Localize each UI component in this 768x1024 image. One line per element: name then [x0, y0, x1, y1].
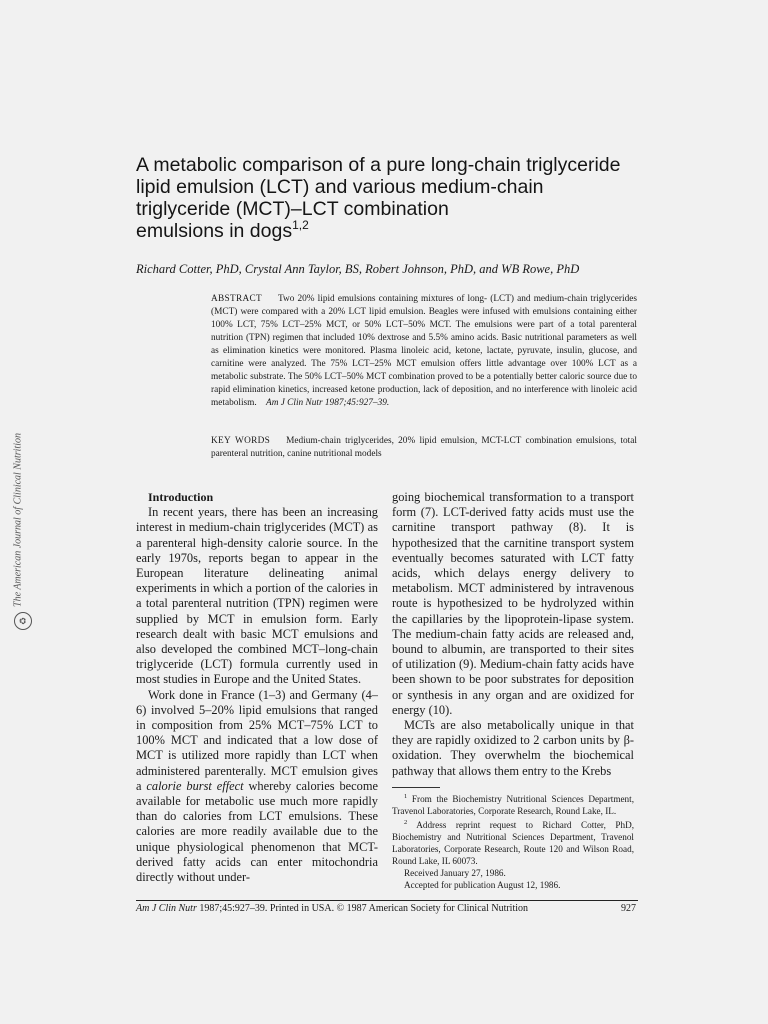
footnote-1-text: From the Biochemistry Nutritional Sciences Department, Travenol Laboratories, Corporate Research, Round Lake, IL.	[392, 793, 635, 816]
keywords	[211, 435, 637, 461]
abstract-label: ABSTRACT	[211, 294, 262, 304]
footnote-divider	[392, 787, 440, 788]
footer-journal: Am J Clin Nutr	[136, 903, 197, 914]
page-number: 927	[621, 903, 636, 914]
footer-divider	[136, 900, 638, 901]
footer-citation	[136, 903, 528, 914]
recycle-logo-icon: ♻	[14, 612, 32, 630]
keywords-label: KEY WORDS	[211, 436, 271, 446]
author-list: Richard Cotter, PhD, Crystal Ann Taylor, BS, Robert Johnson, PhD, and WB Rowe, PhD	[136, 262, 580, 276]
footnote-1	[392, 791, 634, 817]
paragraph-2	[136, 688, 378, 886]
footnote-2	[392, 817, 634, 867]
sidebar-journal-name: The American Journal of Clinical Nutrition	[12, 433, 24, 607]
footnote-2-text: Address reprint request to Richard Cotter, PhD, Biochemistry and Nutritional Sciences Department, Travenol Laboratories, Corporate Research, Route 120 and Wilson Road, Round Lake, IL 60073.	[392, 819, 635, 866]
received-date: Received January 27, 1986.	[404, 867, 506, 878]
paragraph-2-end: whereby calories become available for metabolic use much more rapidly than do calories from LCT emulsions. These calories are more readily available due to the unique physiological phenomenon that MCT-derived fatty acids can enter mitochondria directly without under-	[136, 778, 378, 885]
page-footer	[136, 903, 636, 914]
article-title	[136, 154, 656, 242]
footnote-2-mark: 2	[404, 818, 408, 826]
title-footnote-marks: 1,2	[292, 218, 309, 232]
paragraph-4: MCTs are also metabolically unique in that they are rapidly oxidized to 2 carbon units by β-oxidation. They overwhelm the biochemical pathway that allows them entry to the Krebs	[392, 718, 634, 778]
title-line-1: A metabolic comparison of a pure long-chain triglyceride	[136, 154, 621, 176]
keywords-text: Medium-chain triglycerides, 20% lipid emulsion, MCT-LCT combination emulsions, total parenteral nutrition, canine nutritional models	[211, 436, 637, 459]
introduction-heading: Introduction	[148, 490, 214, 504]
title-line-4: emulsions in dogs	[136, 220, 293, 242]
journal-sidebar	[8, 400, 28, 640]
abstract-citation: Am J Clin Nutr 1987;45:927–39.	[266, 398, 390, 408]
calorie-burst-term: calorie burst effect	[146, 778, 244, 793]
paragraph-3: going biochemical transformation to a transport form (7). LCT-derived fatty acids must use the carnitine transport pathway (8). It is hypothesized that the carnitine transport system eventually becomes saturated with LCT fatty acids, which delays energy delivery to metabolism. MCT administered by intravenous route is hypothesized to be hydrolyzed within the capillaries by the lipoprotein-lipase system. The medium-chain fatty acids are released and, bound to albumin, are transported to their sites of utilization (9). Medium-chain fatty acids have been shown to be poor substrates for deposition or synthesis in any organ and are oxidized for energy (10).	[392, 490, 634, 717]
accepted-date: Accepted for publication August 12, 1986.	[404, 879, 561, 890]
title-line-3: triglyceride (MCT)–LCT combination	[136, 198, 449, 220]
abstract	[211, 293, 637, 410]
paragraph-2-start: Work done in France (1–3) and Germany (4–6) involved 5–20% lipid emulsions that ranged in composition from 25% MCT–75% LCT to 100% MCT and indicated that a low dose of MCT is utilized more rapidly than LCT when administered parenterally. MCT emulsion gives a	[136, 687, 378, 793]
footer-citation-text: 1987;45:927–39. Printed in USA. © 1987 American Society for Clinical Nutrition	[199, 903, 529, 914]
left-column	[136, 490, 378, 885]
paragraph-1: In recent years, there has been an increasing interest in medium-chain triglycerides (MCT) as a parenteral high-density calorie source. In the early 1970s, reports began to appear in the European literature delineating animal experiments in which a portion of the calories in a total parenteral nutrition (TPN) regimen were supplied by MCT in emulsion form. Early research dealt with basic MCT emulsions and also developed the combined MCT–long-chain triglyceride (LCT) formula currently used in most studies in Europe and the United States.	[136, 505, 378, 687]
title-line-2: lipid emulsion (LCT) and various medium-chain	[136, 176, 544, 198]
right-column	[392, 490, 634, 891]
footnote-1-mark: 1	[404, 792, 408, 800]
abstract-text: Two 20% lipid emulsions containing mixtures of long- (LCT) and medium-chain triglycerides (MCT) were compared with a 20% LCT lipid emulsion. Beagles were infused with emulsions containing either 100% LCT, 75% LCT–25% MCT, or 50% LCT–50% MCT. The emulsions were part of a total parenteral nutrition (TPN) regimen that included 10% dextrose and 5.5% amino acids. Basic nutritional parameters as well as elimination kinetics were monitored. Plasma linoleic acid, ketone, lactate, pyruvate, insulin, glucose, and carnitine were analyzed. The 75% LCT–25% MCT emulsion offers little advantage over 100% LCT as a metabolic substrate. The 50% LCT–50% MCT combination proved to be a potentially better caloric source due to rapid elimination kinetics, increased ketone production, lack of deposition, and no interference with linoleic acid metabolism.	[211, 294, 637, 408]
